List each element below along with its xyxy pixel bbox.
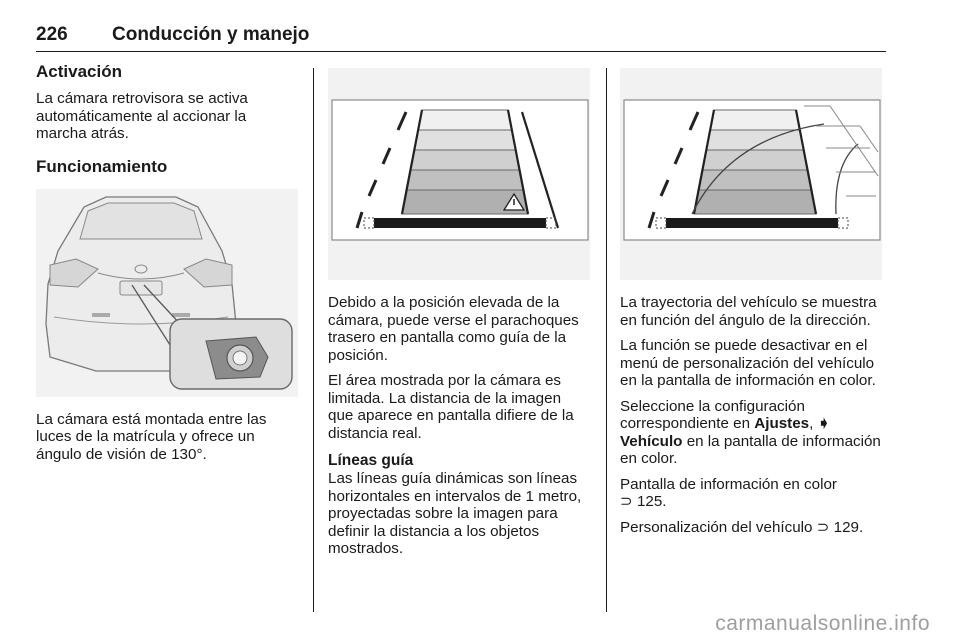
page-number: 226 [36, 24, 68, 45]
bumper-text: Debido a la posición elevada de la cámara, puede verse el parachoques trasero en pantalla como guía de la posición. [328, 294, 579, 364]
page-ref-125: ⊃ 125. [620, 493, 667, 510]
settings-separator: , [809, 415, 818, 432]
trajectory-display-illustration [620, 68, 882, 280]
info-display-ref [620, 476, 886, 511]
trajectory-text: La trayectoria del vehículo se muestra en función del ángulo de la dirección. [620, 294, 877, 329]
settings-text [620, 398, 886, 468]
distance-text: El área mostrada por la cámara es limitada. La distancia de la imagen que aparece en pantalla difiere de la distancia real. [328, 372, 574, 442]
settings-text-after: en la pantalla de información en color. [620, 432, 881, 467]
heading-activation: Activación [36, 62, 122, 81]
settings-menu-label: Ajustes [754, 415, 810, 432]
column-3 [620, 68, 886, 544]
column-divider [606, 68, 607, 612]
column-divider [313, 68, 314, 612]
page-header [36, 22, 886, 52]
column-1 [36, 62, 298, 471]
heading-guidelines: Líneas guía [328, 452, 414, 469]
chapter-title: Conducción y manejo [112, 24, 310, 45]
deactivate-text: La función se puede desactivar en el menú de personalización del vehículo en la pantalla de información en color. [620, 337, 876, 389]
vehicle-personalization-label: Personalización del vehículo [620, 518, 817, 536]
heading-operation: Funcionamiento [36, 156, 168, 176]
activation-text: La cámara retrovisora se activa automáticamente al accionar la marcha atrás. [36, 90, 248, 142]
rear-camera-illustration [36, 189, 298, 397]
page-ref-129: ⊃ 129. [816, 518, 864, 536]
guidelines-text: Las líneas guía dinámicas son líneas horizontales en intervalos de 1 metro, proyectadas sobre la imagen para definir la distancia a los objetos mostrados. [328, 470, 582, 557]
column-2 [328, 68, 590, 566]
vehicle-menu-label: Vehículo [620, 432, 683, 450]
camera-display-illustration [328, 68, 590, 280]
info-display-label: Pantalla de información en color [620, 475, 837, 493]
settings-text-before: Seleccione la configuración correspondiente en [620, 397, 805, 432]
vehicle-personalization-ref [620, 519, 886, 537]
watermark: carmanualsonline.info [715, 612, 930, 635]
menu-arrow-icon: ➧ [817, 415, 831, 432]
camera-position-text: La cámara está montada entre las luces de la matrícula y ofrece un ángulo de visión de 130°. [36, 410, 267, 463]
